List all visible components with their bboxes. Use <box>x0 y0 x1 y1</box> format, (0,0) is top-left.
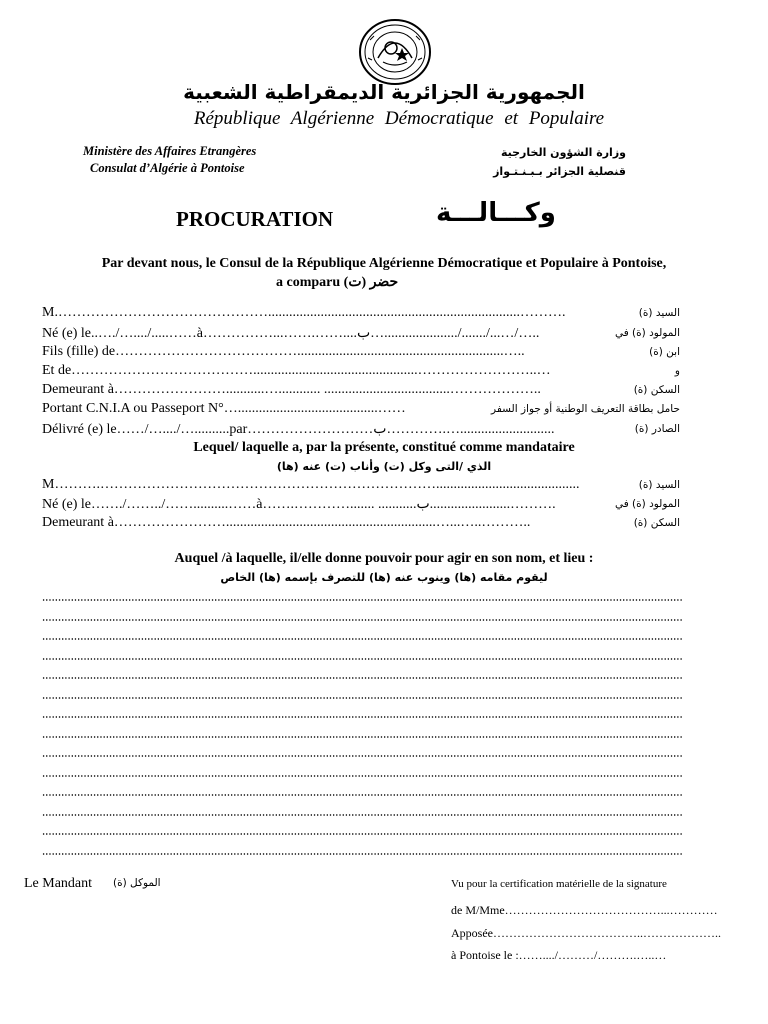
field-row-mandant-issued[interactable] <box>42 421 680 441</box>
field-row-mandant-mother[interactable] <box>42 363 680 383</box>
blank-dotted-line[interactable] <box>42 617 682 623</box>
field-label-ar: حامل بطاقة التعريف الوطنية أو جواز السفر <box>491 403 680 415</box>
field-row-mandant-id[interactable] <box>42 401 680 421</box>
field-label-ar: المولود (ة) في <box>614 498 680 510</box>
blank-dotted-line[interactable] <box>42 734 682 740</box>
certification-note: Vu pour la certification matérielle de la signature <box>451 878 667 890</box>
blank-dotted-line[interactable] <box>42 831 682 837</box>
field-label-ar: و <box>674 365 680 377</box>
mandant-label-fr: Le Mandant <box>24 876 93 891</box>
document-title-fr: PROCURATION <box>176 207 334 231</box>
field-label-ar: الصادر (ة) <box>634 423 680 435</box>
field-row-mandant-address[interactable] <box>42 382 680 402</box>
document-title-ar: وكـــالـــة <box>436 198 556 228</box>
consulate-fr: Consulat d’Algérie à Pontoise <box>90 161 245 175</box>
mandataire-heading-ar: الذي /التى وكل (ت) وأناب (ت) عنه (ها) <box>276 460 492 473</box>
field-label-fr: Et de…………………………………...............................................……………………..… <box>42 363 551 378</box>
field-row-mandant-birth[interactable] <box>42 325 680 345</box>
field-row-mandant-name[interactable] <box>42 305 680 325</box>
blank-dotted-line[interactable] <box>42 636 682 642</box>
consulate-ar: قنصلية الجزائر بـبـنـتـواز <box>493 165 626 178</box>
certification-date-line: à Pontoise le :……..../………/……….…..… <box>451 948 667 962</box>
field-label-ar: السكن (ة) <box>633 517 680 529</box>
blank-dotted-line[interactable] <box>42 714 682 720</box>
field-label-ar: السكن (ة) <box>633 384 680 396</box>
french-republic-title: République Algérienne Démocratique et Populaire <box>193 108 605 129</box>
blank-dotted-line[interactable] <box>42 597 682 603</box>
field-label-fr: Délivré (e) le……/…..../…..........par………………………ب………….…........................... <box>42 422 555 437</box>
ministry-ar: وزارة الشؤون الخارجية <box>500 146 626 159</box>
field-label-fr: Demeurant à……………………...........…............ ....................................……………….. <box>42 382 541 397</box>
field-row-mandataire-name[interactable] <box>42 477 680 497</box>
field-label-ar: السيد (ة) <box>638 307 680 319</box>
arabic-republic-title: الجمهورية الجزائرية الديمقراطية الشعبية <box>183 80 585 104</box>
blank-dotted-line[interactable] <box>42 792 682 798</box>
field-label-ar: السيد (ة) <box>638 479 680 491</box>
blank-dotted-line[interactable] <box>42 753 682 759</box>
field-row-mandataire-birth[interactable] <box>42 496 680 516</box>
blank-dotted-line[interactable] <box>42 773 682 779</box>
field-label-fr: Demeurant à……………………............................................................…...…..……….. <box>42 515 531 530</box>
field-label-fr: Portant C.N.I.A ou Passeport N°…........................................…… <box>42 401 406 416</box>
field-label-fr: Né (e) le……./……../……..........……à…….…………....... ...........ب.......................………. <box>42 497 556 512</box>
certification-apposee-line: Apposée………………………………..……………….. <box>451 926 721 940</box>
mandataire-heading-fr: Lequel/ laquelle a, par la présente, constitué comme mandataire <box>193 440 575 455</box>
powers-heading-fr: Auquel /à laquelle, il/elle donne pouvoir pour agir en son nom, et lieu : <box>174 551 594 566</box>
field-row-mandataire-address[interactable] <box>42 515 680 535</box>
algeria-seal-emblem <box>358 18 432 86</box>
field-label-fr: M.………………………………………........................................................................………. <box>42 305 566 320</box>
blank-dotted-line[interactable] <box>42 851 682 857</box>
field-row-mandant-father[interactable] <box>42 344 680 364</box>
ministry-fr: Ministère des Affaires Etrangères <box>83 144 257 158</box>
blank-dotted-line[interactable] <box>42 656 682 662</box>
blank-dotted-line[interactable] <box>42 675 682 681</box>
intro-line-2: a comparu (ت) حضر <box>276 275 399 290</box>
powers-heading-ar: ليقوم مقامه (ها) وينوب عنه (ها) للتصرف بإسمه (ها) الخاص <box>220 571 548 584</box>
field-label-fr: Fils (fille) de…………………………………...........................................................….. <box>42 344 525 359</box>
blank-dotted-line[interactable] <box>42 812 682 818</box>
intro-line-1: Par devant nous, le Consul de la République Algérienne Démocratique et Populaire à Pontoise, <box>101 256 667 271</box>
mandant-label-ar: الموكل (ة) <box>113 877 161 889</box>
certification-name-line: de M/Mme…………………………………...………… <box>451 903 718 917</box>
field-label-ar: المولود (ة) في <box>614 327 680 339</box>
field-label-fr: Né (e) le..…./…..../.....……à……………...…….……....ب…...................../......./...…/….. <box>42 326 540 341</box>
blank-dotted-line[interactable] <box>42 695 682 701</box>
field-label-ar: ابن (ة) <box>649 346 680 358</box>
field-label-fr: M……….………………………………………………………………......................................... <box>42 477 580 492</box>
